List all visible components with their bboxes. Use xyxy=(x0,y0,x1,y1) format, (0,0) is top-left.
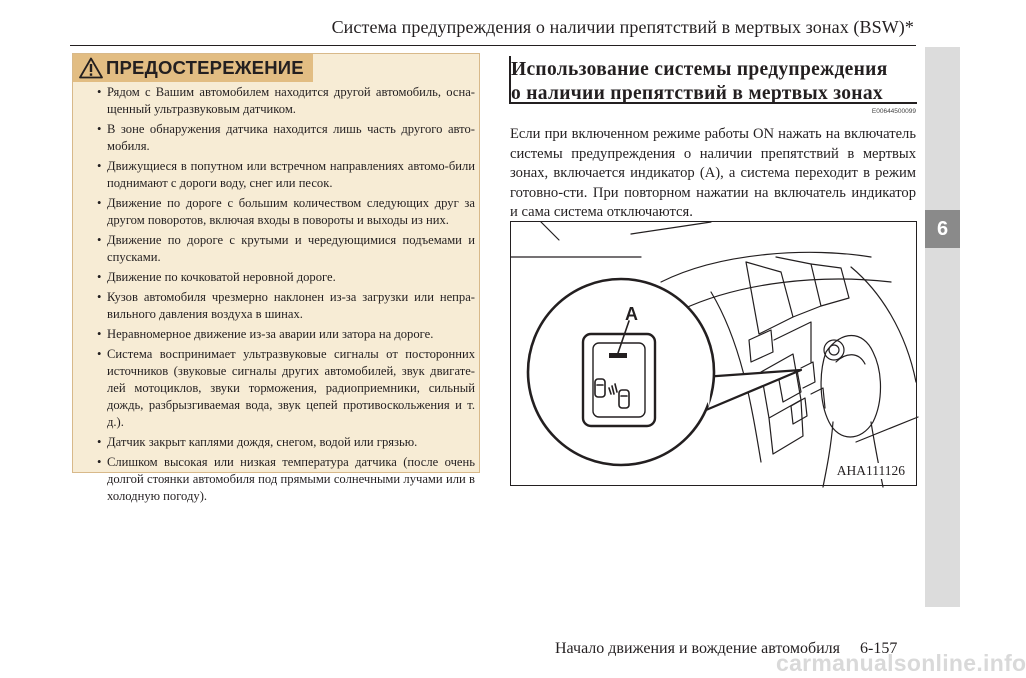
section-title-line: о наличии препятствий в мертвых зонах xyxy=(511,83,883,104)
warning-item: • В зоне обнаружения датчика находится лишь часть другого авто-мобиля. xyxy=(97,121,475,155)
warning-item: • Кузов автомобиля чрезмерно наклонен из-за загрузки или непра-вильного давления воздуха в шинах. xyxy=(97,289,475,323)
warning-item: • Датчик закрыт каплями дождя, снегом, водой или грязью. xyxy=(97,434,475,451)
warning-item: • Неравномерное движение из-за аварии или затора на дороге. xyxy=(97,326,475,343)
warning-item: • Система воспринимает ультразвуковые сигналы от посторонних источников (звуковые сигналы других автомобилей, звук двигате-лей мотоциклов, звуки торможения, радиоприемники, сильный дождь, разбрызгиваемая вода, звук цепей противоскольжения и т. д.). xyxy=(97,346,475,431)
warning-triangle-icon xyxy=(79,57,103,79)
warning-item: • Слишком высокая или низкая температура датчика (после очень долгой стоянки автомобиля под прямыми солнечными лучами или в холодную погоду). xyxy=(97,454,475,505)
warning-header xyxy=(73,54,313,82)
warning-item: • Рядом с Вашим автомобилем находится другой автомобиль, осна-щенный ультразвуковым датчиком. xyxy=(97,84,475,118)
page-footer: Начало движения и вождение автомобиля 6-157 xyxy=(555,640,898,657)
warning-item: • Движение по дороге с крутыми и чередующимися подъемами и спусками. xyxy=(97,232,475,266)
header-rule xyxy=(70,45,916,46)
section-title xyxy=(511,58,911,106)
watermark: carmanualsonline.info xyxy=(776,650,1026,676)
section-title-line: Использование системы предупреждения xyxy=(511,59,888,80)
indicator-label-a: A xyxy=(625,304,638,324)
warning-item: • Движущиеся в попутном или встречном направлениях автомо-били поднимают с дороги воду, снег или песок. xyxy=(97,158,475,192)
warning-box xyxy=(72,53,480,503)
warning-item: • Движение по дороге с большим количеством следующих друг за другом поворотов, включая входы в повороты и выходы из них. xyxy=(97,195,475,229)
warning-title: ПРЕДОСТЕРЕЖЕНИЕ xyxy=(106,57,304,78)
section-code: E00644500099 xyxy=(871,108,916,115)
chapter-number-badge: 6 xyxy=(925,210,960,248)
chapter-side-tab xyxy=(925,47,960,607)
page-header-title: Система предупреждения о наличии препятствий в мертвых зонах (BSW)* xyxy=(331,17,914,37)
warning-item: • Движение по кочковатой неровной дороге. xyxy=(97,269,475,286)
figure-code: AHA111126 xyxy=(836,463,905,478)
dashboard-illustration xyxy=(511,222,918,487)
section-body: Если при включенном режиме работы ON нажать на включатель системы предупреждения о наличии препятствий в мертвых зонах, включается индикатор (A), а система переходит в режим готовно-сти. При повторном нажатии на включатель индикатор и сама система отключаются. xyxy=(510,126,916,221)
bsw-switch-icon xyxy=(583,321,655,426)
warning-list xyxy=(97,84,475,508)
bsw-switch-figure xyxy=(510,221,917,486)
